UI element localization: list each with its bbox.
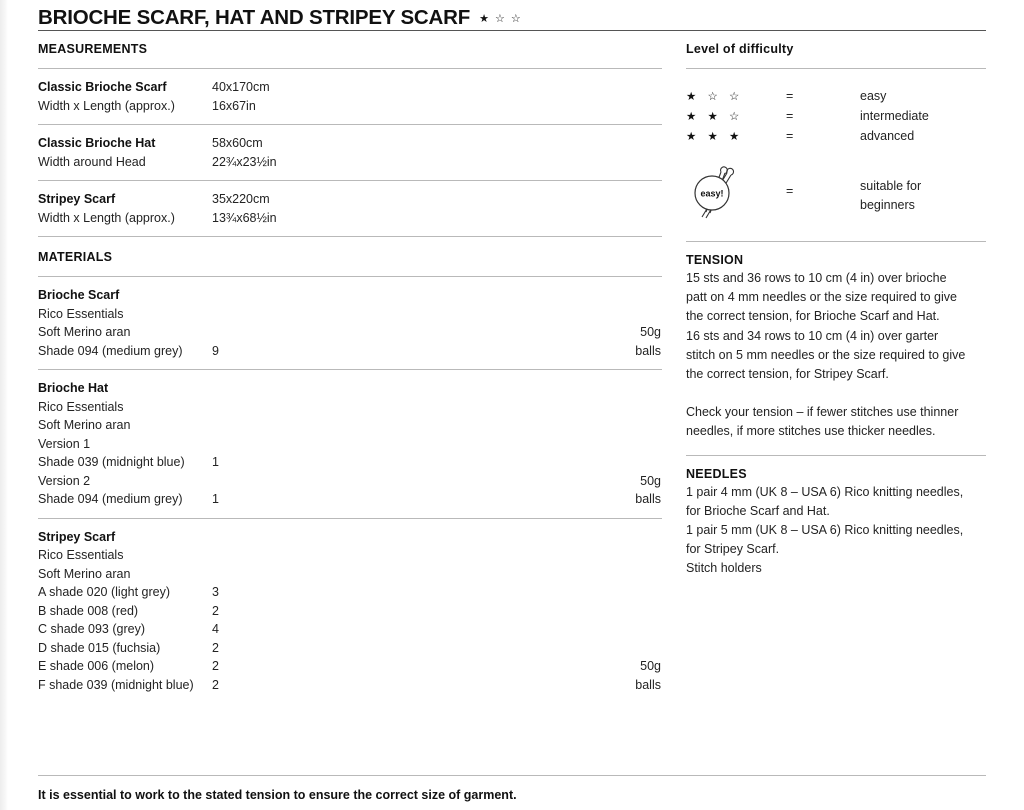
tension-heading: TENSION [686,253,744,267]
beginner-badge-label [860,160,986,215]
left-column [38,31,662,703]
difficulty-level-label: intermediate [860,109,929,123]
material-unit-weight: 50g [640,659,661,673]
material-brand: Rico Essentials [38,306,124,321]
page-title: BRIOCHE SCARF, HAT AND STRIPEY SCARF [38,6,471,29]
material-unit-balls: balls [635,492,661,506]
material-shade-qty: 4 [212,622,219,636]
equals-sign: = [786,89,794,103]
needles-line: for Stripey Scarf. [686,542,780,557]
measurements-section [38,31,662,237]
material-shade-qty: 2 [212,640,219,655]
materials-section [38,237,662,703]
needles-body [686,481,986,579]
column-gap [662,31,686,703]
material-group [38,277,662,369]
needles-section [686,456,986,579]
material-shade-label: Shade 094 (medium grey) [38,343,183,358]
tension-line: patt on 4 mm needles or the size required to give [686,290,957,305]
measurement-imperial: 16x67in [212,98,256,113]
measurements-heading: MEASUREMENTS [38,42,148,56]
difficulty-section [686,31,986,242]
difficulty-level-label: easy [860,89,887,103]
material-shade-label: F shade 039 (midnight blue) [38,677,194,692]
tension-note-line: needles, if more stitches use thicker needles. [686,424,936,439]
easy-badge-text: easy! [700,188,724,199]
material-yarn: Soft Merino aran [38,325,131,339]
tension-section [686,242,986,456]
measurement-metric: 58x60cm [212,136,263,150]
material-version-label: Version 2 [38,473,91,488]
material-group [38,370,662,518]
tension-note-line: Check your tension – if fewer stitches use thinner [686,405,959,420]
material-shade-qty: 2 [212,603,219,618]
material-yarn: Soft Merino aran [38,566,131,581]
material-version-label: Version 1 [38,436,91,451]
difficulty-level-row [686,107,986,127]
equals-sign: = [786,129,794,143]
page-footer [38,775,986,802]
right-column [686,31,986,703]
material-brand: Rico Essentials [38,548,124,562]
material-group-name: Brioche Hat [38,381,109,395]
needles-heading: NEEDLES [686,466,747,481]
material-shade-label: C shade 093 (grey) [38,622,146,636]
material-shade-qty: 9 [212,343,219,358]
beginner-label-line1: suitable for [860,179,922,193]
tension-line: the correct tension, for Stripey Scarf. [686,367,889,382]
beginner-label-line2: beginners [860,198,915,212]
stars-intermediate-icon: ★ ★ ☆ [686,111,744,123]
measurement-item [38,69,662,124]
material-shade-label: D shade 015 (fuchsia) [38,640,161,655]
material-shade-label: A shade 020 (light grey) [38,585,171,599]
difficulty-level-row [686,127,986,147]
material-group-name: Brioche Scarf [38,288,120,302]
difficulty-level-label: advanced [860,129,915,143]
material-shade-label: Shade 094 (medium grey) [38,492,183,506]
material-shade-label: Shade 039 (midnight blue) [38,455,185,469]
measurement-item [38,125,662,180]
measurement-sub-label: Width around Head [38,154,146,169]
measurement-name: Stripey Scarf [38,192,116,206]
measurement-metric: 40x170cm [212,80,270,94]
difficulty-stars-icon: ★ ☆ ☆ [479,13,523,25]
material-shade-qty: 3 [212,585,219,599]
tension-spacer [686,384,986,403]
material-shade-qty: 1 [212,455,219,469]
body-columns [38,31,986,703]
material-shade-qty: 2 [212,659,219,673]
difficulty-level-row [686,87,986,107]
material-unit-balls: balls [635,677,661,692]
measurement-imperial: 13¾x68½in [212,210,277,225]
needles-line: 1 pair 4 mm (UK 8 – USA 6) Rico knitting needles, [686,484,964,499]
difficulty-legend [686,69,986,227]
needles-line: 1 pair 5 mm (UK 8 – USA 6) Rico knitting needles, [686,523,964,538]
stars-advanced-icon: ★ ★ ★ [686,131,744,143]
material-shade-label: B shade 008 (red) [38,603,139,618]
material-shade-label: E shade 006 (melon) [38,659,155,673]
measurement-sub-label: Width x Length (approx.) [38,210,175,225]
equals-sign: = [786,184,794,198]
measurement-item [38,181,662,236]
material-brand: Rico Essentials [38,399,124,414]
tension-line: 16 sts and 34 rows to 10 cm (4 in) over garter [686,328,939,343]
equals-sign: = [786,109,794,123]
material-unit-balls: balls [635,343,661,358]
material-group [38,519,662,704]
footer-note: It is essential to work to the stated tension to ensure the correct size of garment. [38,788,517,802]
material-unit-weight: 50g [640,325,661,339]
measurement-name: Classic Brioche Scarf [38,80,167,94]
material-yarn: Soft Merino aran [38,418,131,432]
material-unit-weight: 50g [640,473,661,488]
measurement-metric: 35x220cm [212,192,270,206]
tension-body [686,267,986,442]
stars-easy-icon: ★ ☆ ☆ [686,91,744,103]
needles-line: for Brioche Scarf and Hat. [686,503,830,518]
tension-line: stitch on 5 mm needles or the size required to give [686,347,966,362]
needles-line: Stitch holders [686,561,762,576]
materials-heading: MATERIALS [38,250,113,264]
measurement-sub-label: Width x Length (approx.) [38,98,175,113]
easy-badge-icon [686,160,786,227]
measurement-imperial: 22¾x23½in [212,154,277,169]
material-shade-qty: 2 [212,677,219,692]
tension-line: the correct tension, for Brioche Scarf and Hat. [686,309,940,324]
page-content [38,0,986,810]
beginner-badge-row [686,160,986,227]
material-shade-qty: 1 [212,492,219,506]
difficulty-heading: Level of difficulty [686,42,794,56]
page-edge-shadow [0,0,8,810]
document-header [38,0,986,30]
material-group-name: Stripey Scarf [38,529,116,544]
measurement-name: Classic Brioche Hat [38,136,156,150]
tension-line: 15 sts and 36 rows to 10 cm (4 in) over brioche [686,271,947,285]
